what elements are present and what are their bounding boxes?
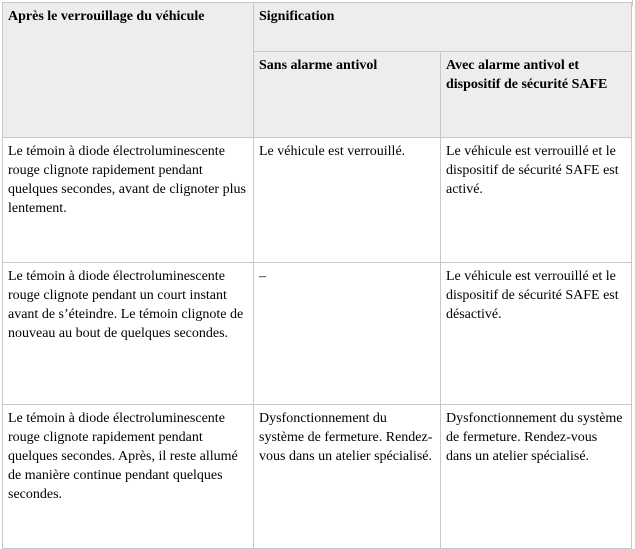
table-row (3, 138, 632, 263)
header-meaning (254, 3, 632, 52)
row-with-alarm-cell (441, 263, 632, 405)
row-with-alarm-text: Le véhicule est verrouillé et le dispositif de sécurité SAFE est activé. (446, 144, 619, 197)
header-with-alarm-text: Avec alarme antivol et dispositif de sécurité SAFE (446, 58, 608, 92)
header-without-alarm (254, 52, 441, 138)
row-with-alarm-cell (441, 138, 632, 263)
table-row (3, 405, 632, 549)
table-row (3, 263, 632, 405)
row-without-alarm-text: Le véhicule est verrouillé. (259, 144, 406, 159)
row-without-alarm-cell (254, 405, 441, 549)
row-condition-text: Le témoin à diode électroluminescente rouge clignote rapidement pendant quelques secondes, avant de clignoter plus lentement. (8, 144, 246, 216)
row-condition-text: Le témoin à diode électroluminescente rouge clignote rapidement pendant quelques secondes. Après, il reste allumé de manière continue pendant quelques secondes. (8, 411, 238, 502)
header-meaning-text: Signification (259, 9, 335, 24)
row-condition-cell (3, 405, 254, 549)
header-after-locking (3, 3, 254, 138)
header-without-alarm-text: Sans alarme antivol (259, 58, 378, 73)
row-with-alarm-text: Le véhicule est verrouillé et le dispositif de sécurité SAFE est désactivé. (446, 269, 619, 322)
table-header-row (3, 3, 632, 52)
row-without-alarm-text: Dysfonctionnement du système de fermeture. Rendez-vous dans un atelier spécialisé. (259, 411, 433, 464)
row-condition-text: Le témoin à diode électroluminescente rouge clignote pendant un court instant avant de s’éteindre. Le témoin clignote de nouveau au bout de quelques secondes. (8, 269, 244, 341)
row-without-alarm-cell (254, 138, 441, 263)
row-without-alarm-text: – (259, 269, 266, 284)
row-with-alarm-cell (441, 405, 632, 549)
header-after-locking-text: Après le verrouillage du véhicule (8, 9, 205, 24)
locking-signals-table (2, 2, 632, 549)
row-condition-cell (3, 263, 254, 405)
header-with-alarm (441, 52, 632, 138)
row-with-alarm-text: Dysfonctionnement du système de fermeture. Rendez-vous dans un atelier spécialisé. (446, 411, 623, 464)
page-edge-mark (632, 0, 633, 6)
row-without-alarm-cell (254, 263, 441, 405)
row-condition-cell (3, 138, 254, 263)
